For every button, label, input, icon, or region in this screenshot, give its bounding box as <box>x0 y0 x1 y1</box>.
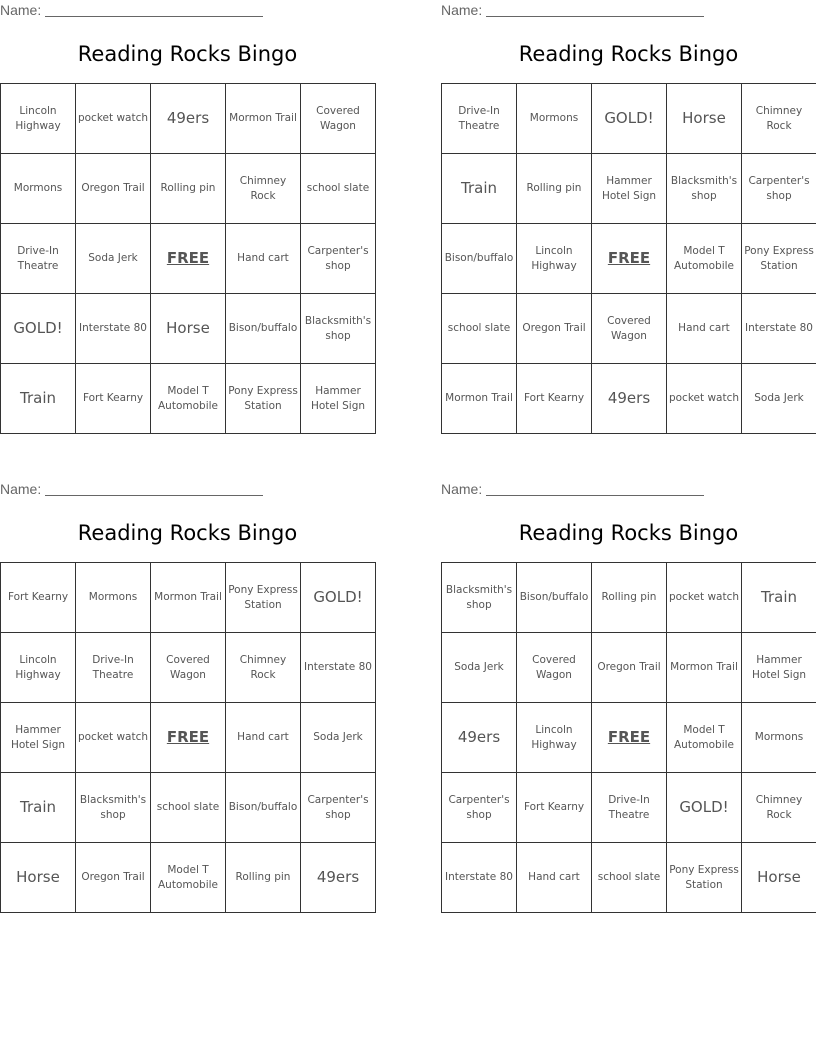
bingo-cell: school slate <box>151 773 226 843</box>
bingo-cell: Chimney Rock <box>742 84 816 154</box>
free-space: FREE <box>151 224 226 294</box>
bingo-cell: Horse <box>1 843 76 913</box>
bingo-cell: Interstate 80 <box>442 843 517 913</box>
bingo-cell: Horse <box>742 843 816 913</box>
bingo-cell: Chimney Rock <box>226 154 301 224</box>
bingo-cell: Rolling pin <box>226 843 301 913</box>
name-label: Name: <box>441 481 483 497</box>
card-title: Reading Rocks Bingo <box>518 42 739 66</box>
bingo-cell: Bison/buffalo <box>226 773 301 843</box>
bingo-row <box>1 154 376 224</box>
bingo-cell: Rolling pin <box>592 563 667 633</box>
bingo-cell: Hand cart <box>667 294 742 364</box>
name-label: Name: <box>441 2 483 18</box>
bingo-cell: Fort Kearny <box>517 364 592 434</box>
bingo-cell: Bison/buffalo <box>226 294 301 364</box>
bingo-cell: pocket watch <box>667 563 742 633</box>
bingo-cell: 49ers <box>151 84 226 154</box>
bingo-cell: Hand cart <box>517 843 592 913</box>
bingo-cell: GOLD! <box>592 84 667 154</box>
bingo-cell: school slate <box>301 154 376 224</box>
bingo-cell: Blacksmith's shop <box>76 773 151 843</box>
bingo-cell: Drive-In Theatre <box>592 773 667 843</box>
bingo-cell: Hammer Hotel Sign <box>592 154 667 224</box>
name-line <box>0 2 263 18</box>
bingo-cell: Horse <box>667 84 742 154</box>
name-line <box>441 481 704 497</box>
bingo-cell: Drive-In Theatre <box>76 633 151 703</box>
card-title: Reading Rocks Bingo <box>77 521 298 545</box>
bingo-cell: Train <box>1 773 76 843</box>
bingo-cell: Lincoln Highway <box>1 633 76 703</box>
bingo-cell: Oregon Trail <box>76 843 151 913</box>
bingo-cell: GOLD! <box>301 563 376 633</box>
bingo-row <box>1 294 376 364</box>
bingo-cell: Blacksmith's shop <box>301 294 376 364</box>
bingo-cell: Covered Wagon <box>301 84 376 154</box>
bingo-cell: Chimney Rock <box>226 633 301 703</box>
bingo-cell: Covered Wagon <box>151 633 226 703</box>
bingo-cell: 49ers <box>442 703 517 773</box>
bingo-cell: Interstate 80 <box>742 294 816 364</box>
bingo-row <box>442 294 816 364</box>
bingo-cell: Train <box>1 364 76 434</box>
bingo-cell: Interstate 80 <box>301 633 376 703</box>
free-space: FREE <box>592 224 667 294</box>
bingo-row <box>1 703 376 773</box>
bingo-row <box>442 84 816 154</box>
bingo-cell: Fort Kearny <box>517 773 592 843</box>
bingo-cell: Mormon Trail <box>442 364 517 434</box>
bingo-cell: Oregon Trail <box>517 294 592 364</box>
bingo-cell: 49ers <box>592 364 667 434</box>
bingo-cell: Mormons <box>76 563 151 633</box>
bingo-cell: Train <box>442 154 517 224</box>
free-space: FREE <box>592 703 667 773</box>
bingo-cell: Mormon Trail <box>667 633 742 703</box>
bingo-cell: Carpenter's shop <box>442 773 517 843</box>
bingo-cell: pocket watch <box>667 364 742 434</box>
bingo-cell: Drive-In Theatre <box>442 84 517 154</box>
bingo-cell: Rolling pin <box>151 154 226 224</box>
bingo-row <box>1 843 376 913</box>
bingo-cell: Pony Express Station <box>667 843 742 913</box>
bingo-cell: Model T Automobile <box>151 843 226 913</box>
bingo-cell: Hammer Hotel Sign <box>742 633 816 703</box>
name-line <box>441 2 704 18</box>
name-label: Name: <box>0 481 42 497</box>
bingo-cell: Horse <box>151 294 226 364</box>
bingo-cell: Mormons <box>1 154 76 224</box>
bingo-row <box>442 154 816 224</box>
bingo-cell: 49ers <box>301 843 376 913</box>
bingo-cell: pocket watch <box>76 84 151 154</box>
bingo-cell: Model T Automobile <box>667 224 742 294</box>
bingo-row <box>1 563 376 633</box>
bingo-row <box>442 224 816 294</box>
bingo-cell: Covered Wagon <box>517 633 592 703</box>
card-title: Reading Rocks Bingo <box>518 521 739 545</box>
bingo-cell: Bison/buffalo <box>442 224 517 294</box>
bingo-cell: Lincoln Highway <box>517 224 592 294</box>
bingo-cell: Pony Express Station <box>742 224 816 294</box>
bingo-row <box>442 843 816 913</box>
name-blank <box>45 4 263 17</box>
bingo-cell: Rolling pin <box>517 154 592 224</box>
name-line <box>0 481 263 497</box>
bingo-grid <box>0 562 376 913</box>
bingo-grid <box>441 562 816 913</box>
bingo-row <box>1 84 376 154</box>
bingo-cell: Train <box>742 563 816 633</box>
bingo-cell: Interstate 80 <box>76 294 151 364</box>
bingo-row <box>1 364 376 434</box>
bingo-row <box>1 773 376 843</box>
bingo-cell: Hammer Hotel Sign <box>1 703 76 773</box>
bingo-cell: school slate <box>592 843 667 913</box>
bingo-row <box>442 773 816 843</box>
bingo-cell: Bison/buffalo <box>517 563 592 633</box>
bingo-cell: Model T Automobile <box>151 364 226 434</box>
bingo-cell: Pony Express Station <box>226 364 301 434</box>
bingo-cell: Pony Express Station <box>226 563 301 633</box>
bingo-cell: Hand cart <box>226 224 301 294</box>
bingo-cell: Oregon Trail <box>592 633 667 703</box>
bingo-cell: Covered Wagon <box>592 294 667 364</box>
bingo-cell: school slate <box>442 294 517 364</box>
bingo-cell: Blacksmith's shop <box>442 563 517 633</box>
bingo-cell: Chimney Rock <box>742 773 816 843</box>
bingo-cell: Mormons <box>517 84 592 154</box>
bingo-cell: Oregon Trail <box>76 154 151 224</box>
bingo-cell: GOLD! <box>1 294 76 364</box>
bingo-row <box>442 633 816 703</box>
bingo-cell: pocket watch <box>76 703 151 773</box>
bingo-cell: Hand cart <box>226 703 301 773</box>
bingo-grid <box>0 83 376 434</box>
bingo-cell: Mormon Trail <box>151 563 226 633</box>
name-blank <box>486 483 704 496</box>
bingo-cell: Fort Kearny <box>1 563 76 633</box>
bingo-row <box>1 633 376 703</box>
bingo-row <box>442 563 816 633</box>
bingo-cell: Soda Jerk <box>742 364 816 434</box>
bingo-row <box>1 224 376 294</box>
bingo-cell: Blacksmith's shop <box>667 154 742 224</box>
bingo-cell: Hammer Hotel Sign <box>301 364 376 434</box>
name-blank <box>45 483 263 496</box>
bingo-cell: Fort Kearny <box>76 364 151 434</box>
bingo-cell: Soda Jerk <box>76 224 151 294</box>
bingo-cell: Model T Automobile <box>667 703 742 773</box>
bingo-cell: Mormon Trail <box>226 84 301 154</box>
name-blank <box>486 4 704 17</box>
bingo-row <box>442 364 816 434</box>
bingo-cell: Carpenter's shop <box>742 154 816 224</box>
bingo-cell: Lincoln Highway <box>517 703 592 773</box>
bingo-cell: Mormons <box>742 703 816 773</box>
bingo-row <box>442 703 816 773</box>
free-space: FREE <box>151 703 226 773</box>
bingo-cell: Soda Jerk <box>301 703 376 773</box>
bingo-grid <box>441 83 816 434</box>
bingo-cell: Lincoln Highway <box>1 84 76 154</box>
bingo-cell: Carpenter's shop <box>301 773 376 843</box>
name-label: Name: <box>0 2 42 18</box>
bingo-cell: Drive-In Theatre <box>1 224 76 294</box>
card-title: Reading Rocks Bingo <box>77 42 298 66</box>
bingo-cell: GOLD! <box>667 773 742 843</box>
bingo-cell: Carpenter's shop <box>301 224 376 294</box>
bingo-cell: Soda Jerk <box>442 633 517 703</box>
